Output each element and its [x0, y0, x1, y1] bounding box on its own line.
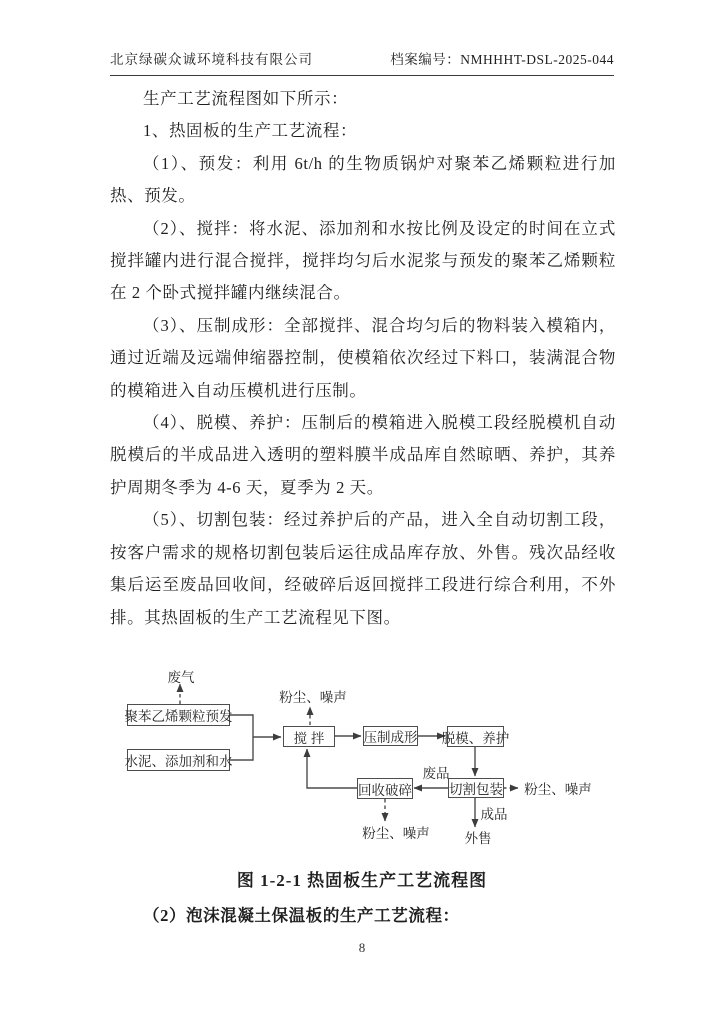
flow-box-demould-curing: 脱模、养护 — [447, 726, 504, 747]
process-flowchart — [0, 650, 724, 860]
label-waste-item: 废品 — [422, 766, 450, 781]
page-header — [110, 48, 614, 76]
figure-caption: 图 1-2-1 热固板生产工艺流程图 — [236, 871, 488, 890]
label-dust-noise-crushing: 粉尘、噪声 — [362, 826, 430, 841]
label-dust-noise-cutting: 粉尘、噪声 — [524, 782, 592, 797]
arrow-recycle-to-mixing — [307, 749, 357, 788]
archive-number: 档案编号：NMHHHT-DSL-2025-044 — [390, 52, 614, 67]
paragraph-step-3: （3）、压制成形：全部搅拌、混合均匀后的物料装入模箱内，通过近端及远端伸缩器控制，使模箱依次经过下料口，装满混合物的模箱进入自动压模机进行压制。 — [110, 315, 616, 400]
paragraph-step-1: （1）、预发：利用 6t/h 的生物质锅炉对聚苯乙烯颗粒进行加热、预发。 — [110, 153, 616, 206]
company-name: 北京绿碳众诚环境科技有限公司 — [110, 52, 313, 67]
label-waste-gas: 废气 — [167, 670, 195, 685]
paragraph-step-5: （5）、切割包装：经过养护后的产品，进入全自动切割工段，按客户需求的规格切割包装后运往成品库存放、外售。残次品经收集后运至废品回收间，经破碎后返回搅拌工段进行综合利用，不外排。其热固板的生产工艺流程见下图。 — [110, 510, 616, 627]
page-number: 8 — [358, 940, 366, 955]
paragraph-intro: 生产工艺流程图如下所示： — [143, 89, 349, 108]
label-finished-product: 成品 — [480, 807, 508, 822]
label-dust-noise-mixing: 粉尘、噪声 — [279, 690, 347, 705]
flow-box-cement-additive-water: 水泥、添加剂和水 — [127, 749, 230, 771]
flow-box-press-forming: 压制成形 — [363, 726, 418, 746]
flow-box-mixing: 搅 拌 — [283, 726, 335, 747]
paragraph-step-2: （2）、搅拌：将水泥、添加剂和水按比例及设定的时间在立式搅拌罐内进行混合搅拌，搅拌均匀后水泥浆与预发的聚苯乙烯颗粒在 2 个卧式搅拌罐内继续混合。 — [110, 218, 616, 303]
paragraph-heading-1: 1、热固板的生产工艺流程： — [143, 121, 358, 141]
flow-box-cutting-packing: 切割包装 — [448, 778, 504, 798]
paragraph-step-4: （4）、脱模、养护：压制后的模箱进入脱模工段经脱模机自动脱模后的半成品进入透明的塑料膜半成品库自然晾晒、养护，其养护周期冬季为 4-6 天，夏季为 2 天。 — [110, 413, 616, 497]
subheading-section-2: （2）泡沫混凝土保温板的生产工艺流程： — [143, 906, 460, 925]
body-text — [110, 83, 616, 634]
flow-box-recycle-crushing: 回收破碎 — [357, 778, 413, 799]
flow-box-polystyrene-prefoaming: 聚苯乙烯颗粒预发 — [127, 704, 230, 726]
label-sold-out: 外售 — [464, 831, 492, 846]
